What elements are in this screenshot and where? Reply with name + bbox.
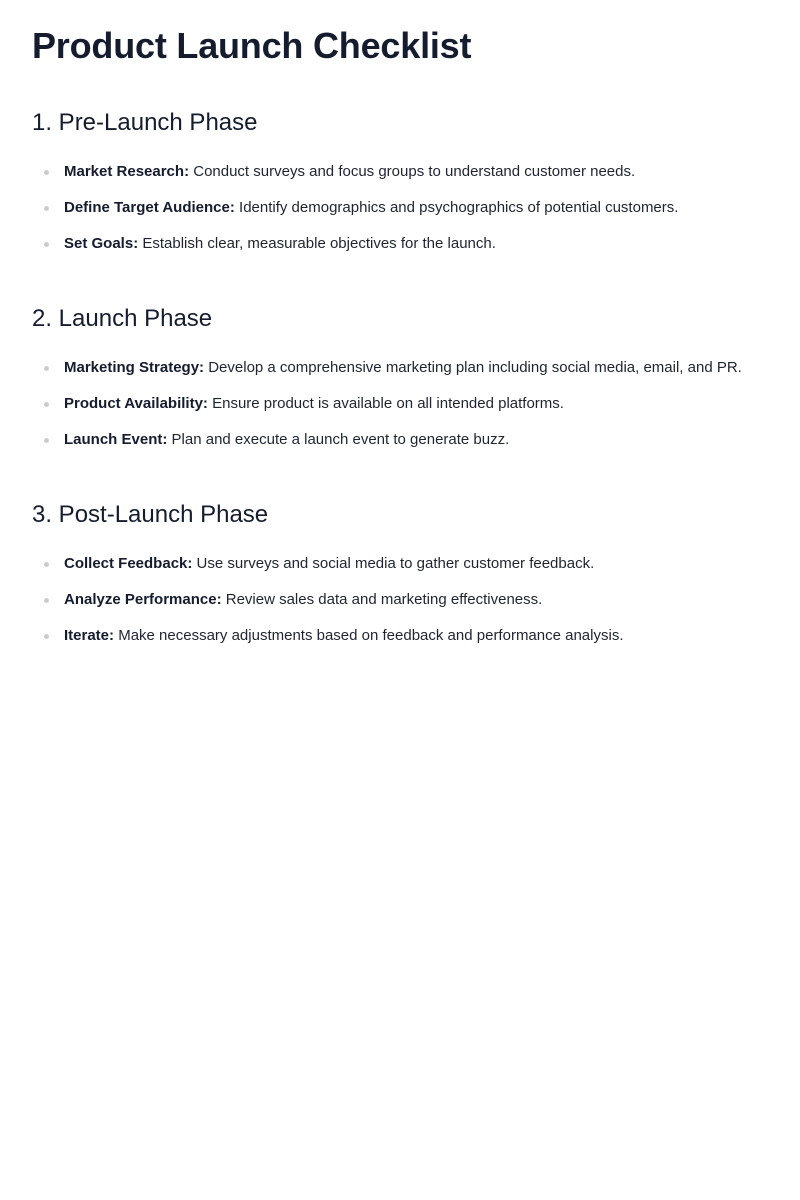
list-item — [32, 394, 768, 414]
list-item — [32, 198, 768, 218]
checklist — [32, 358, 768, 450]
list-item — [32, 554, 768, 574]
list-item — [32, 626, 768, 646]
bullet-icon — [44, 170, 49, 175]
list-item — [32, 358, 768, 378]
bullet-icon — [44, 402, 49, 407]
page-title: Product Launch Checklist — [32, 25, 472, 66]
list-item — [32, 162, 768, 182]
section-heading: 1. Pre-Launch Phase — [32, 109, 258, 136]
item-term: Iterate: — [64, 627, 115, 644]
bullet-icon — [44, 366, 49, 371]
item-term: Launch Event: — [64, 431, 168, 448]
bullet-icon — [44, 562, 49, 567]
bullet-icon — [44, 438, 49, 443]
checklist — [32, 554, 768, 646]
checklist — [32, 162, 768, 254]
item-text: Use surveys and social media to gather customer feedback. — [196, 555, 595, 572]
bullet-icon — [44, 634, 49, 639]
bullet-icon — [44, 206, 49, 211]
item-text: Establish clear, measurable objectives for the launch. — [142, 235, 496, 252]
item-term: Set Goals: — [64, 235, 139, 252]
section-launch — [32, 304, 768, 450]
item-term: Analyze Performance: — [64, 591, 222, 608]
list-item — [32, 234, 768, 254]
item-text: Review sales data and marketing effectiveness. — [225, 591, 543, 608]
item-text: Ensure product is available on all intended platforms. — [212, 395, 564, 412]
bullet-icon — [44, 598, 49, 603]
section-post-launch — [32, 500, 768, 646]
item-text: Make necessary adjustments based on feedback and performance analysis. — [118, 627, 624, 644]
section-heading: 2. Launch Phase — [32, 305, 213, 332]
list-item — [32, 590, 768, 610]
section-pre-launch — [32, 108, 768, 254]
item-term: Define Target Audience: — [64, 199, 235, 216]
bullet-icon — [44, 242, 49, 247]
item-text: Develop a comprehensive marketing plan including social media, email, and PR. — [208, 359, 742, 376]
list-item — [32, 430, 768, 450]
item-text: Plan and execute a launch event to generate buzz. — [171, 431, 510, 448]
item-term: Collect Feedback: — [64, 555, 193, 572]
item-text: Identify demographics and psychographics of potential customers. — [239, 199, 679, 216]
item-term: Marketing Strategy: — [64, 359, 205, 376]
item-term: Market Research: — [64, 163, 190, 180]
section-heading: 3. Post-Launch Phase — [32, 501, 269, 528]
item-text: Conduct surveys and focus groups to understand customer needs. — [193, 163, 636, 180]
item-term: Product Availability: — [64, 395, 208, 412]
